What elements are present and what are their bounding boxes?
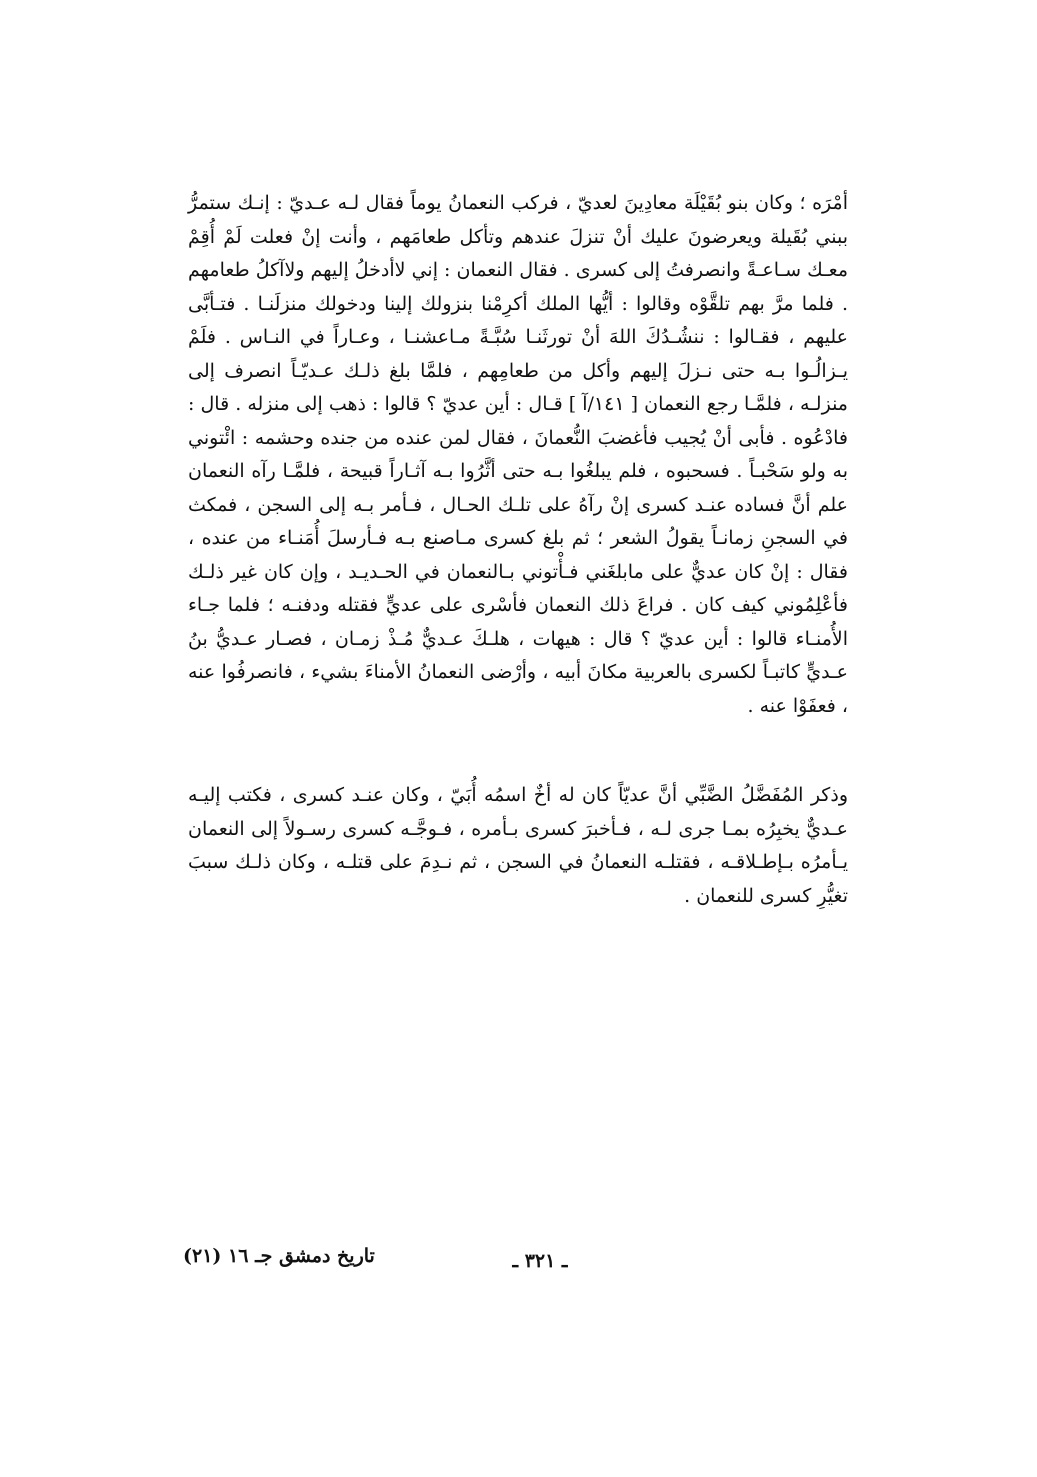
page-number: ـ ٣٢١ ـ (512, 1250, 568, 1272)
paragraph-1: أمْرَه ؛ وكان بنو بُقَيْلَة معادِينَ لعديّ ، فركب النعمانُ يوماً فقال لـه عـديّ : إنـك ستمرُّ ببني بُقَيلة ويعرضونَ عليك أنْ تنزلَ عندهم وتأكل طعامَهم ، وأنت إنْ فعلت لَمْ أُقِمْ معـك سـاعـةً وانصرفتُ إلى كسرى . فقال النعمان : إني لاأدخلُ إليهم ولاآكلُ طعامهم . فلما مرَّ بهم تلقَّوْه وقالوا : أيُّها الملك أكرِمْنا بنزولك إلينا ودخولك منزلَنـا . فتـأبَّى عليهم ، فقـالوا : ننشُـدُكَ اللهَ أنْ تورثَنـا سُبَّـةً مـاعشنـا ، وعـاراً في النـاس . فلَمْ يـزالُـوا بـه حتى نـزلَ إليهم وأكل من طعامِهم ، فلمَّا بلغ ذلـك عـديّـاً انصرف إلى منزلـه ، فلمَّـا رجع النعمان [ ١٤١/آ ] قـال : أين عديّ ؟ قالوا : ذهب إلى منزله . قال : فادْعُوه . فأبى أنْ يُجيب فأغضبَ النُّعمانَ ، فقال لمن عنده من جنده وحشمه : ائْتوني به ولو سَحْبـاً . فسحبوه ، فلم يبلغُوا بـه حتى أثَّرُوا بـه آثـاراً قبيحة ، فلمَّـا رآه النعمان علم أنَّ فساده عنـد كسرى إنْ رآهُ على تلـك الحـال ، فـأمر بـه إلى السجن ، فمكث في السجنِ زمانـاً يقولُ الشعر ؛ ثم بلغ كسرى مـاصنع بـه فـأرسلَ أُمَنـاء من عنده ، فقال : إنْ كان عديٌّ على مابلغَني فـأْتوني بـالنعمان في الحـديـد ، وإن كان غير ذلـك فأعْلِمُوني كيف كان . فراعَ ذلك النعمان فأسْرى على عديٍّ فقتله ودفنـه ؛ فلما جـاء الأُمنـاء قالوا : أين عديّ ؟ قال : هيهات ، هلـكَ عـديٌّ مُـذْ زمـان ، فصـار عـديُّ بنُ عـديٍّ كاتبـاً لكسرى بالعربية مكانَ أبيه ، وأرْضى النعمانُ الأمناءَ بشيء ، فانصرفُوا عنه ، فعفَوْا عنه . (188, 192, 848, 717)
paragraph-2: وذكر المُفَضَّلُ الضَّبِّي أنَّ عديّاً كان له أخٌ اسمُه أُبَيّ ، وكان عنـد كسرى ، فكتب إليـه عـديٌّ يخبِرُه بمـا جرى لـه ، فـأخبرَ كسرى بـأمره ، فـوجَّـه كسرى رسـولاً إلى النعمان يـأمرُه بـإطـلاقـه ، فقتلـه النعمانُ في السجن ، ثم نـدِمَ على قتلـه ، وكان ذلـك سببَ تغيُّرِ كسرى للنعمان . (188, 784, 848, 907)
footer-book-reference: تاريخ دمشق جـ ١٦ (٢١) (183, 1245, 375, 1267)
